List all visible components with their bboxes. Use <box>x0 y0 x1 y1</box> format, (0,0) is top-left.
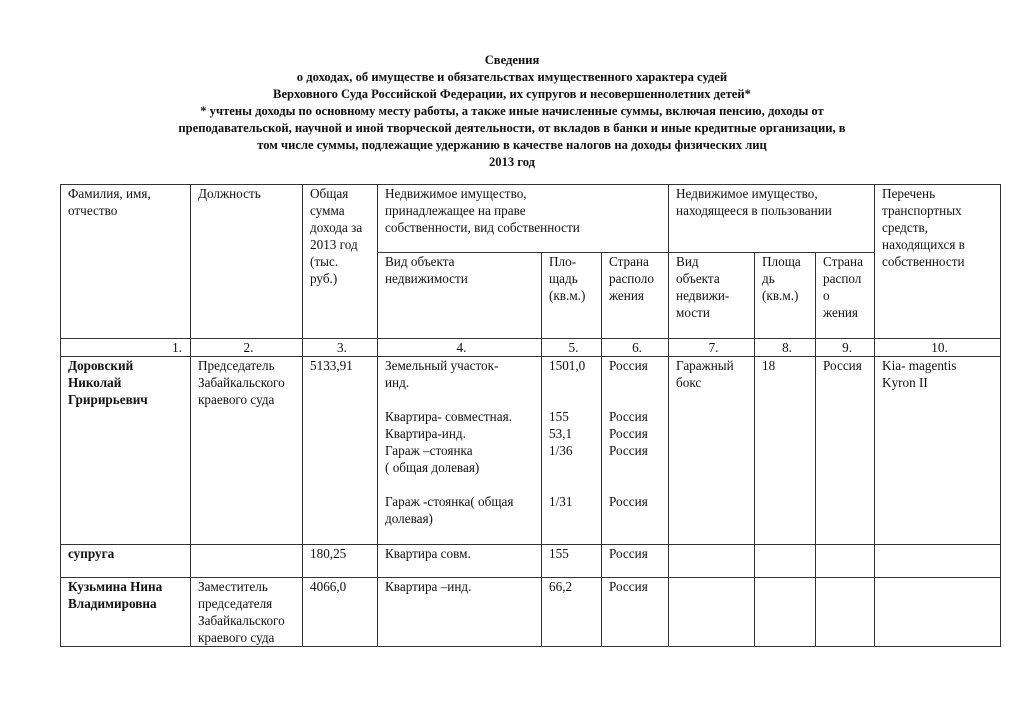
column-number-row <box>61 339 1001 357</box>
person-income: 4066,0 <box>303 578 378 647</box>
vehicles-list <box>875 578 1001 647</box>
header-name: Фамилия, имя, отчество <box>61 185 191 339</box>
used-property-type <box>669 545 755 578</box>
person-position: Председатель Забайкальского краевого суда <box>191 357 303 545</box>
heading-line: * учтены доходы по основному месту работы, а также иные начисленные суммы, включая пенсию, доходы от <box>200 104 824 118</box>
column-number: 9. <box>816 339 875 357</box>
vehicles-list: Kia- magentis Kyron II <box>875 357 1001 545</box>
heading-line: о доходах, об имуществе и обязательствах имущественного характера судей <box>296 70 728 84</box>
header-owned-country: Страна располо жения <box>602 253 669 339</box>
table-row <box>61 545 1001 578</box>
owned-property-type: Квартира –инд. <box>378 578 542 647</box>
heading-line: том числе суммы, подлежащие удержанию в качестве налогов на доходы физических лиц <box>257 138 767 152</box>
used-property-country <box>816 545 875 578</box>
person-income: 5133,91 <box>303 357 378 545</box>
owned-property-type: Земельный участок- инд. Квартира- совместная. Квартира-инд. Гараж –стоянка ( общая долевая) Гараж -стоянка( общая долевая) <box>378 357 542 545</box>
header-income: Общая сумма дохода за 2013 год (тыс. руб.) <box>303 185 378 339</box>
used-property-country <box>816 578 875 647</box>
used-property-type <box>669 578 755 647</box>
used-property-country: Россия <box>816 357 875 545</box>
header-used-area: Площа дь (кв.м.) <box>755 253 816 339</box>
document-heading <box>100 52 924 171</box>
person-position <box>191 545 303 578</box>
header-owned-area: Пло- щадь (кв.м.) <box>542 253 602 339</box>
column-number: 6. <box>602 339 669 357</box>
column-number: 7. <box>669 339 755 357</box>
column-number: 2. <box>191 339 303 357</box>
used-property-type: Гаражный бокс <box>669 357 755 545</box>
column-number: 3. <box>303 339 378 357</box>
header-used-property: Недвижимое имущество, находящееся в пользовании <box>669 185 875 253</box>
owned-property-area: 66,2 <box>542 578 602 647</box>
used-property-area <box>755 545 816 578</box>
person-name: супруга <box>61 545 191 578</box>
person-income: 180,25 <box>303 545 378 578</box>
header-vehicles: Перечень транспортных средств, находящихся в собственности <box>875 185 1001 339</box>
person-name: Кузьмина Нина Владимировна <box>61 578 191 647</box>
used-property-area <box>755 578 816 647</box>
header-owned-type: Вид объекта недвижимости <box>378 253 542 339</box>
person-name: Доровский Николай Гририрьевич <box>61 357 191 545</box>
header-used-country: Страна распол о жения <box>816 253 875 339</box>
header-row <box>61 185 1001 253</box>
owned-property-area: 1501,0 155 53,1 1/36 1/31 <box>542 357 602 545</box>
owned-property-area: 155 <box>542 545 602 578</box>
declaration-table <box>60 184 1001 647</box>
header-position: Должность <box>191 185 303 339</box>
heading-line: преподавательской, научной и иной творческой деятельности, от вкладов в банки и иные кредитные организации, в <box>178 121 846 135</box>
column-number: 5. <box>542 339 602 357</box>
vehicles-list <box>875 545 1001 578</box>
column-number: 4. <box>378 339 542 357</box>
column-number: 8. <box>755 339 816 357</box>
header-used-type: Вид объекта недвижи- мости <box>669 253 755 339</box>
person-position: Заместитель председателя Забайкальского краевого суда <box>191 578 303 647</box>
heading-year: 2013 год <box>488 155 536 169</box>
header-owned-property: Недвижимое имущество, принадлежащее на праве собственности, вид собственности <box>378 185 669 253</box>
heading-line: Сведения <box>484 53 540 67</box>
table-row <box>61 357 1001 545</box>
column-number: 10. <box>875 339 1001 357</box>
owned-property-type: Квартира совм. <box>378 545 542 578</box>
heading-line: Верховного Суда Российской Федерации, их супругов и несовершеннолетних детей* <box>273 87 751 101</box>
owned-property-country: Россия <box>602 578 669 647</box>
table-row <box>61 578 1001 647</box>
owned-property-country: Россия Россия Россия Россия Россия <box>602 357 669 545</box>
column-number: 1. <box>61 339 191 357</box>
used-property-area: 18 <box>755 357 816 545</box>
owned-property-country: Россия <box>602 545 669 578</box>
